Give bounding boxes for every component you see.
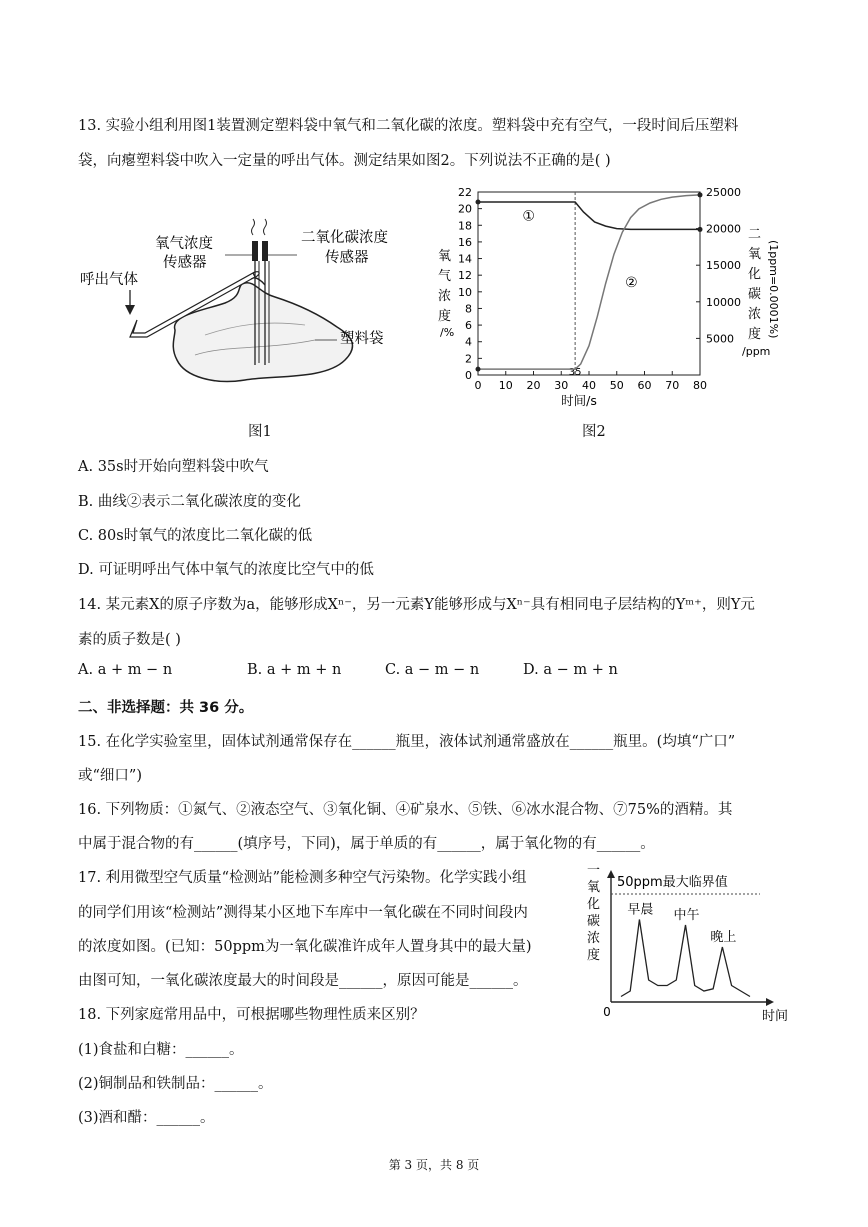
y-axis-label-char: 碳 — [587, 914, 601, 929]
y-left-axis-label-char: 氧 — [438, 249, 452, 264]
y-left-tick-label: 10 — [458, 285, 472, 299]
q14-option-d: D. a − m + n — [523, 662, 618, 678]
x-tick-label: 35 — [568, 367, 582, 378]
series-1-end-point — [698, 227, 703, 232]
series-2-start-point — [476, 367, 481, 372]
co-concentration-chart — [585, 862, 790, 1022]
figure-2-chart — [430, 180, 790, 415]
y-right-tick-label: 20000 — [706, 222, 741, 236]
q14-option-a: A. a + m − n — [78, 662, 173, 678]
q13-option-b: B. 曲线②表示二氧化碳浓度的变化 — [78, 494, 301, 510]
y-right-axis-note: (1ppm=0.0001%) — [767, 240, 780, 339]
x-tick-label: 60 — [637, 379, 652, 392]
y-right-tick-label: 25000 — [706, 186, 741, 199]
x-axis-label: 时间/s — [561, 393, 597, 408]
y-left-axis-label-char: 气 — [438, 269, 452, 284]
x-tick-label: 20 — [526, 379, 541, 392]
q18-item-2: (2)铜制品和铁制品：______。 — [78, 1076, 273, 1092]
q15-line1: 15. 在化学实验室里，固体试剂通常保存在______瓶里，液体试剂通常盛放在______瓶里。(均填“广口” — [78, 734, 736, 750]
y-left-tick-label: 22 — [458, 186, 472, 199]
y-left-tick-label: 12 — [458, 269, 472, 283]
y-left-tick-label: 14 — [458, 252, 472, 266]
peak-label: 晚上 — [710, 930, 737, 945]
threshold-label: 50ppm最大临界值 — [617, 875, 728, 890]
x-tick-label: 30 — [554, 379, 569, 392]
y-left-axis-label-char: 浓 — [438, 289, 452, 304]
q17-line1: 17. 利用微型空气质量“检测站”能检测多种空气污染物。化学实践小组 — [78, 870, 527, 886]
y-axis-label-char: 浓 — [587, 931, 601, 946]
y-left-tick-label: 16 — [458, 235, 472, 249]
x-axis-label: 时间 — [762, 1009, 789, 1022]
x-tick-label: 0 — [474, 379, 482, 392]
y-right-axis-label-char: 碳 — [748, 287, 762, 302]
x-axis-arrow — [766, 998, 774, 1006]
q14-option-c: C. a − m − n — [385, 662, 480, 678]
y-axis-label-char: 化 — [587, 897, 601, 912]
y-right-axis-label-char: 化 — [748, 267, 762, 282]
peak-label: 早晨 — [627, 902, 654, 918]
q16-line1: 16. 下列物质：①氮气、②液态空气、③氧化铜、④矿泉水、⑤铁、⑥冰水混合物、⑦75%的酒精。其 — [78, 802, 733, 818]
q18-item-1: (1)食盐和白糖：______。 — [78, 1042, 244, 1058]
y-axis-label-char: 氧 — [587, 880, 601, 895]
x-tick-label: 70 — [665, 379, 680, 392]
q13-option-d: D. 可证明呼出气体中氧气的浓度比空气中的低 — [78, 562, 374, 578]
y-right-axis-label-char: 度 — [748, 327, 762, 342]
x-origin-label: 0 — [603, 1005, 611, 1019]
y-left-tick-label: 4 — [465, 335, 472, 349]
y-left-axis-unit: /% — [440, 326, 455, 339]
y-left-tick-label: 18 — [458, 219, 472, 233]
y-left-tick-label: 6 — [465, 319, 472, 333]
q17-line2: 的同学们用该“检测站”测得某小区地下车库中一氧化碳在不同时间段内 — [78, 905, 528, 921]
plot-frame — [478, 192, 700, 375]
q17-line4: 由图可知，一氧化碳浓度最大的时间段是______，原因可能是______。 — [78, 973, 528, 989]
x-tick-label: 40 — [582, 379, 596, 392]
y-left-axis-label-char: 度 — [438, 309, 452, 324]
co2-sensor-label-1: 二氧化碳浓度 — [301, 230, 388, 246]
q14-option-b: B. a + m + n — [247, 662, 342, 678]
y-right-tick-label: 5000 — [706, 332, 734, 346]
y-left-tick-label: 20 — [458, 202, 472, 216]
q18-line1: 18. 下列家庭常用品中，可根据哪些物理性质来区别？ — [78, 1007, 425, 1023]
y-right-axis-unit: /ppm — [742, 345, 771, 358]
o2-sensor-label-2: 传感器 — [163, 255, 207, 271]
q13-line2: 袋，向瘪塑料袋中吹入一定量的呼出气体。测定结果如图2。下列说法不正确的是( ) — [78, 153, 611, 169]
figure-2-caption: 图2 — [582, 424, 606, 440]
q13-option-a: A. 35s时开始向塑料袋中吹气 — [78, 459, 269, 475]
co2-sensor-label-2: 传感器 — [325, 250, 369, 266]
series-1-label: ① — [522, 208, 535, 225]
series-2-end-point — [698, 192, 703, 197]
x-tick-label: 10 — [498, 379, 513, 392]
peak-label: 中午 — [673, 908, 700, 923]
y-right-tick-label: 15000 — [706, 259, 741, 273]
o2-sensor-label-1: 氧气浓度 — [155, 236, 213, 252]
x-tick-label: 80 — [693, 379, 707, 392]
y-left-tick-label: 8 — [465, 302, 472, 316]
y-left-tick-label: 2 — [465, 352, 472, 366]
bag-label: 塑料袋 — [340, 331, 384, 347]
series-1-start-point — [476, 199, 481, 204]
y-axis-label-char: 一 — [587, 863, 601, 878]
q17-line3: 的浓度如图。(已知：50ppm为一氧化碳准许成年人置身其中的最大量) — [78, 939, 532, 955]
y-axis-arrow — [607, 870, 615, 878]
series-2-label: ② — [625, 275, 638, 292]
x-tick-label: 50 — [609, 379, 624, 392]
y-right-tick-label: 10000 — [706, 295, 741, 309]
q13-line1: 13. 实验小组利用图1装置测定塑料袋中氧气和二氧化碳的浓度。塑料袋中充有空气，一段时间后压塑料 — [78, 118, 739, 134]
q13-option-c: C. 80s时氧气的浓度比二氧化碳的低 — [78, 528, 313, 544]
section-2-heading: 二、非选择题：共 36 分。 — [78, 700, 254, 716]
figure-1-caption: 图1 — [248, 424, 272, 440]
q14-line2: 素的质子数是( ) — [78, 632, 181, 648]
series-1-line — [478, 202, 700, 229]
figure-1-apparatus — [75, 215, 415, 395]
y-left-tick-label: 0 — [465, 369, 472, 382]
q14-line1: 14. 某元素X的原子序数为a，能够形成Xⁿ⁻，另一元素Y能够形成与Xⁿ⁻具有相同电子层结构的Yᵐ⁺，则Y元 — [78, 597, 755, 613]
y-right-axis-label-char: 二 — [748, 227, 762, 242]
breath-label: 呼出气体 — [80, 272, 138, 288]
q18-item-3: (3)酒和醋：______。 — [78, 1110, 215, 1126]
plastic-bag — [173, 283, 352, 382]
q15-line2: 或“细口”) — [78, 768, 142, 784]
q16-line2: 中属于混合物的有______(填序号，下同)，属于单质的有______，属于氧化物的有______。 — [78, 836, 655, 852]
series-2-line — [478, 195, 700, 369]
y-right-axis-label-char: 氧 — [748, 247, 762, 262]
y-axis-label-char: 度 — [587, 948, 601, 963]
page-footer: 第 3 页，共 8 页 — [388, 1158, 480, 1172]
y-right-axis-label-char: 浓 — [748, 307, 762, 322]
